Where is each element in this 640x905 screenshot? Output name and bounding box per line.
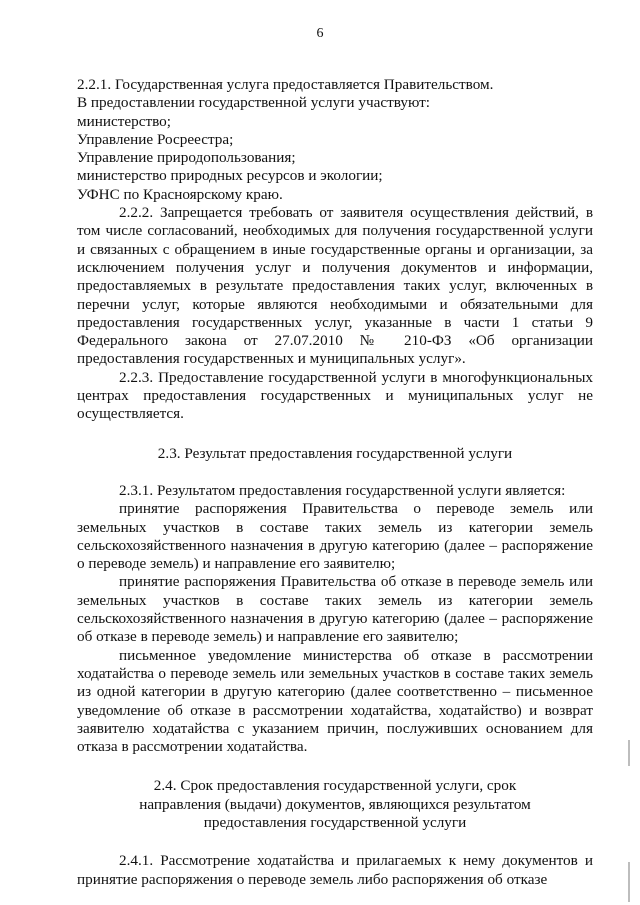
section-heading-2-3: 2.3. Результат предоставления государственной услуги (157, 444, 513, 462)
scan-margin-mark (628, 862, 630, 902)
section-heading-2-4-line: направления (выдачи) документов, являющихся результатом (139, 795, 531, 813)
section-heading-2-4-line: 2.4. Срок предоставления государственной услуги, срок (153, 777, 517, 795)
paragraph-2-3-1: 2.3.1. Результатом предоставления государственной услуги является: (119, 481, 566, 499)
document-body (77, 76, 593, 889)
participant-item: УФНС по Красноярскому краю. (77, 185, 283, 203)
result-item: принятие распоряжения Правительства о переводе земель или земельных участков в составе таких земель из категории земель сельскохозяйственного назначения в другую категорию (далее – распоряжение о переводе земель) и направление его заявителю; (77, 500, 593, 573)
participant-item: Управление Росреестра; (77, 130, 234, 148)
participant-item: Управление природопользования; (77, 149, 296, 167)
result-item: письменное уведомление министерства об отказе в рассмотрении ходатайства о переводе земель или земельных участков в составе таких земель из одной категории в другую категорию (далее соответственно – письменное уведомление об отказе в рассмотрении ходатайства, ходатайство) и возврат заявителю ходатайства с указанием причин, послуживших основанием для отказа в рассмотрении ходатайства. (77, 646, 593, 756)
paragraph-2-2-1: 2.2.1. Государственная услуга предоставляется Правительством. (77, 76, 494, 93)
participant-item: министерство природных ресурсов и экологии; (77, 167, 383, 185)
paragraph-2-2-3: 2.2.3. Предоставление государственной услуги в многофункциональных центрах предоставления государственных и муниципальных услуг не осуществляется. (77, 368, 593, 423)
section-heading-2-4-line: предоставления государственной услуги (203, 813, 467, 831)
page-number: 6 (316, 26, 324, 41)
paragraph-2-4-1: 2.4.1. Рассмотрение ходатайства и прилагаемых к нему документов и принятие распоряжения о переводе земель либо распоряжения об отказе (77, 852, 593, 888)
scan-margin-mark (628, 740, 630, 766)
participant-item: министерство; (77, 112, 171, 130)
participants-intro: В предоставлении государственной услуги участвуют: (77, 94, 430, 112)
paragraph-2-2-2: 2.2.2. Запрещается требовать от заявителя осуществления действий, в том числе согласований, необходимых для получения государственной услуги и связанных с обращением в иные государственные органы и организации, за исключением получения услуг и получения документов и информации, предоставляемых в результате предоставления таких услуг, включенных в перечни услуг, которые являются необходимыми и обязательными для предоставления государственных услуг, указанные в части 1 статьи 9 Федерального закона от 27.07.2010 № 210-ФЗ «Об организации предоставления государственных и муниципальных услуг». (77, 204, 593, 368)
result-item: принятие распоряжения Правительства об отказе в переводе земель или земельных участков в составе таких земель из категории земель сельскохозяйственного назначения в другую категорию (далее – распоряжение об отказе в переводе земель) и направление его заявителю; (77, 573, 593, 646)
